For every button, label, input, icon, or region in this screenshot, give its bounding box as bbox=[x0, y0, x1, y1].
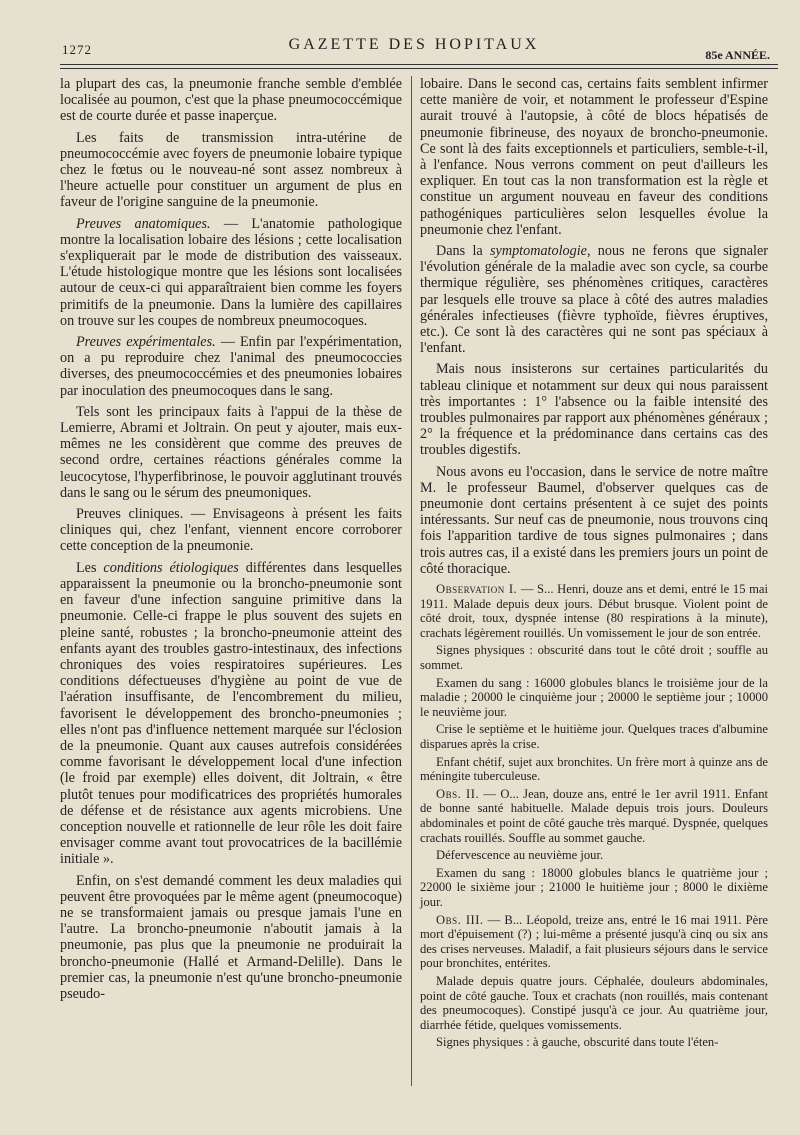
observation-text: — S... Henri, douze ans et demi, entré le 15 mai 1911. Malade depuis deux jours. Début brusque. Violent point de côté droit, toux, dyspnée intense (80 respirations à la minute), crachats légèrement rouillés. Un vomissement le jour de son entrée. bbox=[420, 582, 768, 640]
column-divider bbox=[411, 76, 412, 1086]
paragraph: Tels sont les principaux faits à l'appui de la thèse de Lemierre, Abrami et Joltrain. On peut y ajouter, mais eux-mêmes ne les considèrent que comme des preuves de second ordre, certaines réactions générales comme la leucocytose, l'hyperfibrinose, le pouvoir agglutinant trouvés dans le sang ou le sérum des pneumoniques. bbox=[60, 403, 402, 501]
header-rule bbox=[60, 64, 778, 65]
page-number: 1272 bbox=[62, 42, 92, 57]
section-heading: Preuves expérimentales. bbox=[76, 334, 216, 351]
year-label: 85e ANNÉE. bbox=[705, 48, 770, 62]
observation-paragraph: Signes physiques : à gauche, obscurité dans toute l'éten- bbox=[436, 1035, 719, 1050]
paragraph-text: différentes dans lesquelles apparaissent la pneumonie ou la broncho-pneumonie sont en faveur d'une infection sanguine primitive dans la pneumonie. Celle-ci frappe le plus souvent des sujets en pleine santé, robustes ; la broncho-pneumonie atteint des enfants ayant des troubles gastro-intestinaux, des infections chroniques des voies respiratoires supérieures. Les conditions défectueuses d'hygiène au point de vue de l'aération insuffisante, de l'encombrement du milieu, favorisent le développement des broncho-pneumonies ; elles n'ont pas d'influence nettement marquée sur l'éclosion de la pneumonie. Quant aux causes autrefois considérées comme favorisant le développement local d'une infection (le froid par exemple) elles doivent, dit Joltrain, « être plutôt tenues pour modificatrices des propriétés humorales de défense et de résistance aux agents microbiens. Une conception nouvelle et rationnelle de leur rôle les doit faire envisager comme avant tout provocatrices de la bacillémie initiale ». bbox=[60, 559, 402, 868]
observation-heading: Obs. II. bbox=[436, 786, 480, 801]
observation-paragraph: Enfant chétif, sujet aux bronchites. Un frère mort à quinze ans de méningite tuberculeuse. bbox=[420, 754, 768, 784]
observation bbox=[420, 913, 768, 971]
observation-paragraph: Malade depuis quatre jours. Céphalée, douleurs abdominales, point de côté gauche. Toux et crachats (non rouillés, mais contenant des pneumocoques). Constipé jusqu'à ce jour. Au quatrième jour, diarrhée fétide, quelques vomissements. bbox=[420, 973, 768, 1032]
section-heading: symptomatologie bbox=[490, 243, 587, 260]
right-column bbox=[420, 76, 768, 1053]
paragraph-text: — Envisageons à présent les faits cliniques qui, chez l'enfant, viennent encore corroborer cette conception de la pneumonie. bbox=[60, 506, 403, 555]
paragraph: lobaire. Dans le second cas, certains faits semblent infirmer cette manière de voir, et notamment le professeur d'Espine aurait trouvé à l'autopsie, à côté de blocs hépatisés de pneumonie fibrineuse, des noyaux de broncho-pneumonie. Ce sont là des faits exceptionnels et particuliers, semble-t-il, à l'enfance. Nous verrons comment on peut d'ailleurs les expliquer. En tout cas la non transformation est la règle et constitue un argument nouveau en faveur des conditions pathogéniques particulières selon lesquelles évolue la pneumonie chez l'enfant. bbox=[420, 76, 768, 238]
paragraph bbox=[60, 334, 402, 399]
paragraph bbox=[60, 506, 402, 555]
paragraph bbox=[60, 216, 402, 329]
paragraph: Mais nous insisterons sur certaines particularités du tableau clinique et notamment sur deux qui nous paraissent très importantes : 1° l'absence ou la faible intensité des troubles pulmonaires par rapport aux phénomènes généraux ; 2° la fréquence et la prédominance dans certains cas des troubles digestifs. bbox=[420, 361, 768, 459]
left-column bbox=[60, 76, 402, 1007]
paragraph-text: Les bbox=[76, 559, 104, 576]
paragraph: Enfin, on s'est demandé comment les deux maladies qui peuvent être provoquées par le même agent (pneumocoque) ne se transformaient jamais ou presque jamais l'une en l'autre. La broncho-pneumonie n'aboutit jamais à la pneumonie, pas plus que la pneumonie ne produirait la broncho-pneumonie (Hallé et Armand-Delille). Dans le premier cas, la pneumonie n'est qu'une broncho-pneumonie pseudo- bbox=[60, 872, 402, 1002]
observation-paragraph: Signes physiques : obscurité dans tout le côté droit ; souffle au sommet. bbox=[420, 643, 768, 673]
observation-text: — B... Léopold, treize ans, entré le 16 mai 1911. Père mort d'épuisement (?) ; lui-même a présenté jusqu'à cinq ou six ans des crises nerveuses. Maladif, a fait plusieurs séjours dans le service pour bronchites, entérites. bbox=[420, 912, 768, 971]
observation-text: — O... Jean, douze ans, entré le 1er avril 1911. Enfant de bonne santé habituelle. Malade depuis trois jours. Douleurs abdominales et point de côté gauche très marqué. Dyspnée, quelques crachats rouillés. Souffle au sommet gauche. bbox=[420, 786, 769, 845]
observation-paragraph: Crise le septième et le huitième jour. Quelques traces d'albumine disparues après la crise. bbox=[420, 722, 768, 752]
paragraph: Nous avons eu l'occasion, dans le service de notre maître M. le professeur Baumel, d'observer quelques cas de pneumonie dont certains présentent à ce sujet des points intéressants. Sur neuf cas de pneumonie, nous trouvons cinq fois l'apparition tardive de tous signes pulmonaires ; dans trois autres cas, il a existé dans les premiers jours un point de côté thoracique. bbox=[420, 463, 768, 577]
paragraph bbox=[60, 560, 402, 868]
observation-paragraph: Examen du sang : 18000 globules blancs le quatrième jour ; 22000 le sixième jour ; 21000 le huitième jour ; 8000 le dixième jour. bbox=[420, 865, 768, 909]
paragraph-text: — Enfin par l'expérimentation, on a pu reproduire chez l'animal des pneumococcies diverses, des pneumococcémies et des pneumonies lobaires par inoculation des pneumocoques dans le sang. bbox=[60, 334, 402, 399]
observation bbox=[420, 582, 768, 640]
observation-heading: Obs. III. bbox=[436, 912, 484, 927]
observation bbox=[420, 787, 768, 845]
paragraph-text: — L'anatomie pathologique montre la localisation lobaire des lésions ; cette localisation s'expliquerait par le mode de distribution des vaisseaux. L'étude histologique montre que les lésions sont localisées autour de ceux-ci qui apparaîtraient bien comme les foyers primitifs de la pneumonie. Dans la lumière des capillaires on trouve sur les coupes de nombreux pneumocoques. bbox=[60, 215, 402, 329]
paragraph: la plupart des cas, la pneumonie franche semble d'emblée localisée au poumon, c'est que la phase pneumococcémique est de courte durée et passe inaperçue. bbox=[60, 76, 402, 125]
section-heading: Preuves cliniques. bbox=[76, 506, 184, 523]
observation-heading: Observation I. bbox=[436, 582, 518, 597]
section-heading: conditions étiologiques bbox=[103, 559, 239, 576]
header-rule-thin bbox=[60, 68, 778, 69]
paragraph: Les faits de transmission intra-utérine de pneumococcémie avec foyers de pneumonie lobaire typique chez le fœtus ou le nouveau-né sont assez nombreux à l'heure actuelle pour constituer un argument de plus en faveur de l'origine sanguine de la pneumonie. bbox=[60, 129, 402, 211]
paragraph bbox=[420, 243, 768, 356]
observation-paragraph: Défervescence au neuvième jour. bbox=[436, 848, 604, 863]
observation-paragraph: Examen du sang : 16000 globules blancs le troisième jour de la maladie ; 20000 le cinquième jour ; 20000 le septième jour ; 10000 le neuvième jour. bbox=[420, 675, 768, 719]
journal-title: GAZETTE DES HOPITAUX bbox=[288, 36, 540, 53]
paragraph-text: Dans la bbox=[436, 243, 490, 260]
paragraph-text: , nous ne ferons que signaler l'évolution générale de la maladie avec son cycle, sa courbe thermique régulière, ses phénomènes critiques, caractères par lesquels elle trouve sa place à côté des autres maladies générales infectieuses (fièvre typhoïde, fièvres éruptives, etc.). Ce sont là des caractères qui ne sont pas spéciaux à l'enfant. bbox=[420, 243, 769, 357]
section-heading: Preuves anatomiques. bbox=[76, 215, 211, 232]
page-header bbox=[58, 34, 770, 62]
